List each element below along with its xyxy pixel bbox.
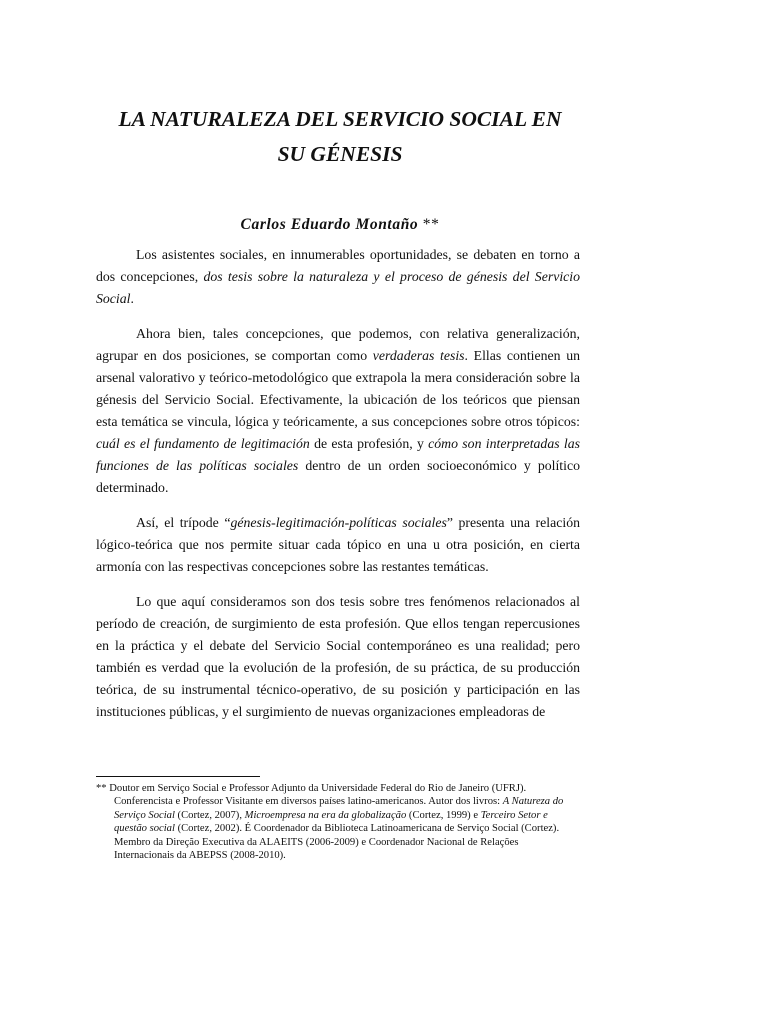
p2-italic-1: verdaderas tesis xyxy=(372,348,465,363)
title-line-1: LA NATURALEZA DEL SERVICIO SOCIAL EN xyxy=(118,107,562,131)
paragraph-3 xyxy=(96,512,580,578)
footnote-body xyxy=(114,795,580,862)
paragraph-4 xyxy=(96,591,580,723)
title-line-2: SU GÉNESIS xyxy=(277,142,403,166)
footnote-first-line: ** Doutor em Serviço Social e Professor Adjunto da Universidade Federal do Rio de Janeiro (UFRJ). xyxy=(96,783,527,794)
p1-text-1: Los asistentes sociales, en innumerables oportunidades, se debaten en torno a dos concepciones, xyxy=(96,247,580,284)
p2-text-4: dentro de un orden socioeconómico y político determinado. xyxy=(96,458,580,495)
p2-text-1: Ahora bien, tales concepciones, que podemos, con relativa generalización, agrupar en dos posiciones, se comportan como xyxy=(96,326,580,363)
p1-text-2: . xyxy=(130,291,134,306)
fn-text-1: Conferencista e Professor Visitante em diversos países latino-americanos. Autor dos livros: xyxy=(114,796,503,808)
p2-italic-2: cuál es el fundamento de legitimación xyxy=(96,436,310,451)
author-line xyxy=(0,216,680,234)
footnote-marker: ** xyxy=(422,216,440,233)
fn-text-4: (Cortez, 2002). É Coordenador da Biblioteca Latinoamericana de Serviço Social (Cortez). Membro da Direção Executiva da ALAEITS (2006-2009) e Coordenador Nacional de Relações Internacionais da ABEPSS (2008-2010). xyxy=(114,823,560,862)
p1-italic-1: dos tesis sobre la naturaleza y el proceso de génesis del Servicio Social xyxy=(96,269,581,306)
p2-italic-3: cómo son interpretadas las funciones de las políticas sociales xyxy=(96,436,580,473)
fn-italic-3: Terceiro Setor e questão social xyxy=(114,809,548,835)
footnote xyxy=(96,782,580,862)
footnote-separator xyxy=(96,776,260,777)
paragraph-1 xyxy=(96,244,580,310)
fn-text-3: (Cortez, 1999) e xyxy=(406,809,481,821)
fn-italic-2: Microempresa na era da globalização xyxy=(244,809,407,821)
p2-text-2: . Ellas contienen un arsenal valorativo y teórico-metodológico que extrapola la mera consideración sobre la génesis del Servicio Social. Efectivamente, la ubicación de los teóricos que piensan esta temática se vincula, lógica y teóricamente, a sus concepciones sobre otros tópicos: xyxy=(96,348,580,429)
author-name: Carlos Eduardo Montaño xyxy=(240,216,419,233)
p3-text-1: Así, el trípode “ xyxy=(136,515,231,530)
paragraph-2 xyxy=(96,323,580,499)
p4-text-1: Lo que aquí consideramos son dos tesis sobre tres fenómenos relacionados al período de creación, de surgimiento de esta profesión. Que ellos tengan repercusiones en la práctica y el debate del Servicio Social contemporáneo es una realidad; pero también es verdad que la evolución de la profesión, de su práctica, de su producción teórica, de su instrumental técnico-operativo, de su posición y participación en las instituciones públicas, y el surgimiento de nuevas organizaciones empleadoras de xyxy=(96,594,580,719)
p2-text-3: de esta profesión, y xyxy=(309,436,429,451)
fn-text-2: (Cortez, 2007), xyxy=(174,809,245,821)
fn-italic-1: A Natureza do Serviço Social xyxy=(114,796,564,821)
body-text xyxy=(96,244,580,736)
document-title xyxy=(90,102,590,172)
p3-italic-1: génesis-legitimación-políticas sociales xyxy=(230,515,447,530)
p3-text-2: ” presenta una relación lógico-teórica que nos permite situar cada tópico en una u otra posición, en cierta armonía con las respectivas concepciones sobre las restantes temáticas. xyxy=(96,515,580,574)
